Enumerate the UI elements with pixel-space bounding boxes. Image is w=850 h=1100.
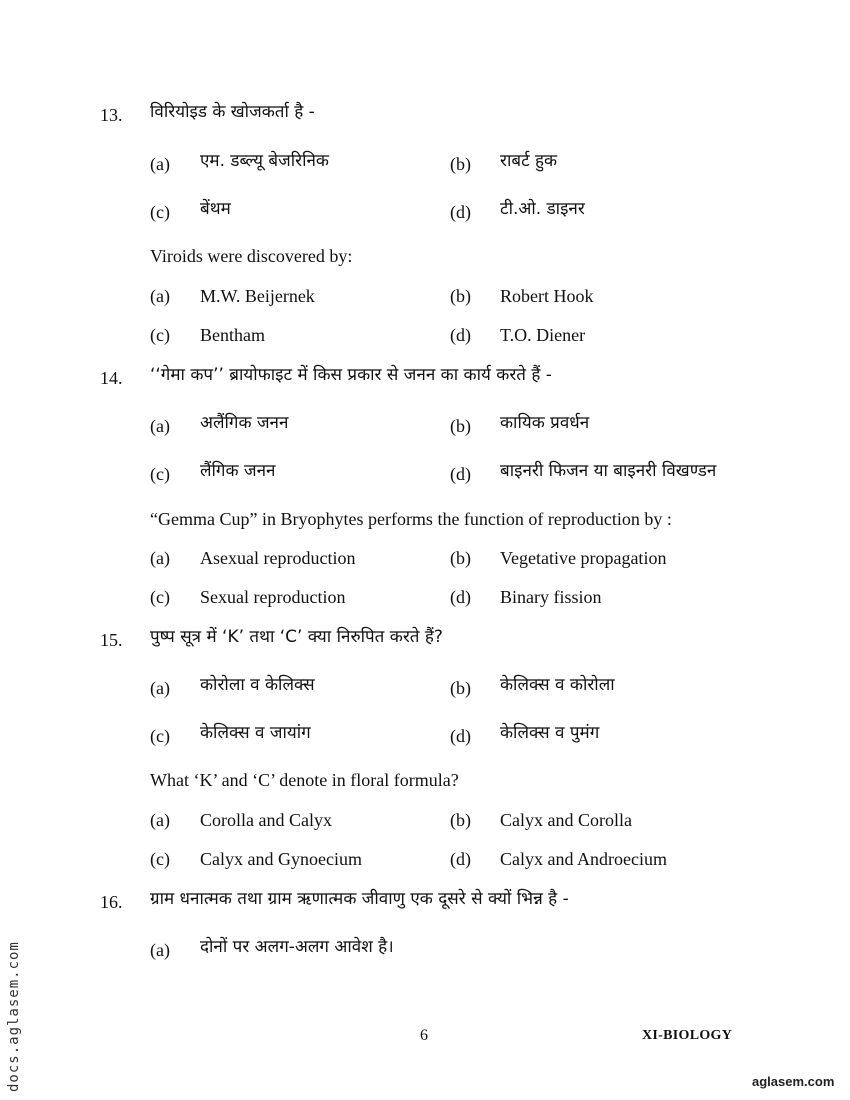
q14-en-option-b: Vegetative propagation bbox=[500, 548, 667, 568]
q15-en-option-a-label: (a) bbox=[150, 810, 170, 830]
q13-hi-option-d: टी.ओ. डाइनर bbox=[500, 199, 585, 219]
q14-hi-option-d: बाइनरी फिजन या बाइनरी विखण्डन bbox=[500, 461, 717, 481]
question-13-number: 13. bbox=[100, 105, 123, 125]
q14-en-option-b-label: (b) bbox=[450, 548, 471, 568]
q13-en-option-d-label: (d) bbox=[450, 325, 471, 345]
subject-footer: XI-BIOLOGY bbox=[642, 1028, 733, 1043]
side-watermark: docs.aglasem.com bbox=[6, 941, 22, 1092]
q15-hi-option-b-label: (b) bbox=[450, 678, 471, 698]
q14-en-option-a: Asexual reproduction bbox=[200, 548, 356, 568]
q15-en-option-d: Calyx and Androecium bbox=[500, 849, 667, 869]
q15-hi-option-a: कोरोला व केलिक्स bbox=[200, 675, 315, 695]
q13-hi-option-b-label: (b) bbox=[450, 154, 471, 174]
q15-hi-option-d: केलिक्स व पुमंग bbox=[500, 723, 600, 743]
q14-en-option-d-label: (d) bbox=[450, 587, 471, 607]
q16-hi-option-a-label: (a) bbox=[150, 940, 170, 960]
q13-en-option-c: Bentham bbox=[200, 325, 265, 345]
q13-hi-option-a: एम. डब्ल्यू बेजरिनिक bbox=[200, 151, 329, 171]
q14-hi-option-d-label: (d) bbox=[450, 464, 471, 484]
question-14-hindi-text: ‘‘गेमा कप’’ ब्रायोफाइट में किस प्रकार से जनन का कार्य करते हैं - bbox=[150, 365, 552, 385]
question-13-english-text: Viroids were discovered by: bbox=[150, 246, 353, 266]
q15-hi-option-d-label: (d) bbox=[450, 726, 471, 746]
question-16-number: 16. bbox=[100, 892, 123, 912]
question-14-number: 14. bbox=[100, 368, 123, 388]
q16-hi-option-a: दोनों पर अलग-अलग आवेश है। bbox=[200, 937, 394, 957]
q15-hi-option-a-label: (a) bbox=[150, 678, 170, 698]
question-16-hindi-text: ग्राम धनात्मक तथा ग्राम ऋणात्मक जीवाणु एक दूसरे से क्यों भिन्न है - bbox=[150, 889, 569, 909]
q14-en-option-a-label: (a) bbox=[150, 548, 170, 568]
q14-hi-option-b: कायिक प्रवर्धन bbox=[500, 413, 590, 433]
q13-en-option-d: T.O. Diener bbox=[500, 325, 586, 345]
q14-en-option-c-label: (c) bbox=[150, 587, 170, 607]
q15-en-option-b: Calyx and Corolla bbox=[500, 810, 632, 830]
q14-hi-option-c: लैंगिक जनन bbox=[200, 461, 276, 481]
q14-hi-option-c-label: (c) bbox=[150, 464, 170, 484]
page-number: 6 bbox=[420, 1027, 428, 1044]
q14-en-option-c: Sexual reproduction bbox=[200, 587, 346, 607]
corner-watermark: aglasem.com bbox=[752, 1074, 835, 1089]
q13-hi-option-d-label: (d) bbox=[450, 202, 471, 222]
q15-hi-option-b: केलिक्स व कोरोला bbox=[500, 675, 615, 695]
q15-hi-option-c: केलिक्स व जायांग bbox=[200, 723, 311, 743]
question-15-number: 15. bbox=[100, 630, 123, 650]
question-15-english-text: What ‘K’ and ‘C’ denote in floral formula? bbox=[150, 770, 459, 790]
question-14-english-text: “Gemma Cup” in Bryophytes performs the function of reproduction by : bbox=[150, 509, 672, 529]
q15-en-option-c-label: (c) bbox=[150, 849, 170, 869]
q13-hi-option-c: बेंथम bbox=[200, 199, 231, 219]
q14-hi-option-a-label: (a) bbox=[150, 416, 170, 436]
q14-en-option-d: Binary fission bbox=[500, 587, 602, 607]
q13-en-option-a: M.W. Beijernek bbox=[200, 286, 315, 306]
q14-hi-option-b-label: (b) bbox=[450, 416, 471, 436]
q15-en-option-a: Corolla and Calyx bbox=[200, 810, 332, 830]
q15-en-option-d-label: (d) bbox=[450, 849, 471, 869]
q13-en-option-b-label: (b) bbox=[450, 286, 471, 306]
question-15-hindi-text: पुष्प सूत्र में ‘K’ तथा ‘C’ क्या निरुपित करते हैं? bbox=[150, 627, 443, 647]
q13-hi-option-b: राबर्ट हुक bbox=[500, 151, 558, 171]
q13-hi-option-a-label: (a) bbox=[150, 154, 170, 174]
q13-en-option-b: Robert Hook bbox=[500, 286, 594, 306]
q13-en-option-a-label: (a) bbox=[150, 286, 170, 306]
q13-hi-option-c-label: (c) bbox=[150, 202, 170, 222]
q15-en-option-b-label: (b) bbox=[450, 810, 471, 830]
q14-hi-option-a: अलैंगिक जनन bbox=[200, 413, 289, 433]
q15-hi-option-c-label: (c) bbox=[150, 726, 170, 746]
q13-en-option-c-label: (c) bbox=[150, 325, 170, 345]
question-13-hindi-text: विरियोइड के खोजकर्ता है - bbox=[150, 102, 315, 122]
q15-en-option-c: Calyx and Gynoecium bbox=[200, 849, 362, 869]
